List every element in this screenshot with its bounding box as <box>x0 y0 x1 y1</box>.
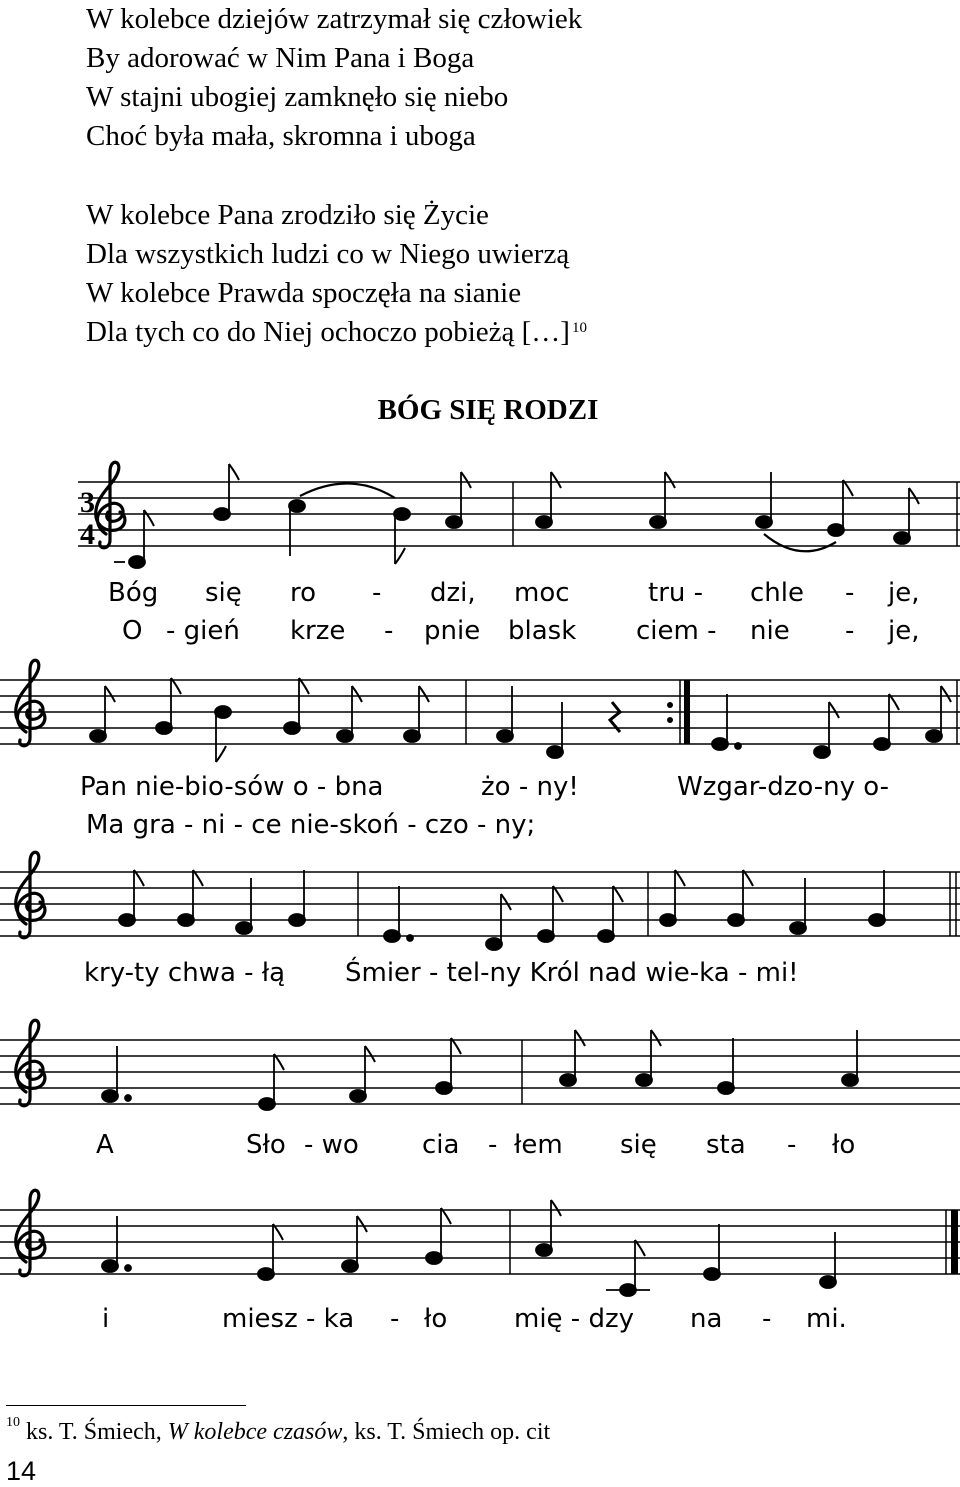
lyric: ro <box>290 578 317 608</box>
treble-clef-icon <box>96 462 125 548</box>
lyric: - <box>845 616 855 646</box>
lyric: się <box>620 1130 657 1160</box>
lyric: je, <box>888 616 920 646</box>
lyric: tru - <box>648 578 704 608</box>
lyric: - <box>384 616 394 646</box>
lyric: żo - ny! <box>481 772 579 802</box>
verse-line: Choć była mała, skromna i uboga <box>86 120 476 152</box>
verse-1 <box>86 0 582 156</box>
page-number: 14 <box>6 1456 37 1486</box>
song-title: BÓG SIĘ RODZI <box>377 394 599 426</box>
lyric: moc <box>514 578 570 608</box>
lyric: sta <box>706 1130 746 1160</box>
lyric: Wzgar-dzo-ny o- <box>677 772 890 802</box>
music-system-4 <box>0 1014 960 1160</box>
verse-line: W kolebce dziejów zatrzymał się człowiek <box>86 3 583 35</box>
lyric: - <box>372 578 382 608</box>
footnote-separator <box>6 1405 246 1406</box>
verse-line: Dla wszystkich ludzi co w Niego uwierzą <box>86 238 570 270</box>
lyric: nie <box>750 616 790 646</box>
music-system-3 <box>0 846 960 988</box>
staff-5 <box>0 1184 960 1304</box>
staff-4 <box>0 1014 960 1124</box>
lyric: - wo <box>304 1130 359 1160</box>
lyric: Śmier - tel-ny Król nad wie-ka - mi! <box>345 958 799 988</box>
time-signature-bottom: 4 <box>80 518 95 551</box>
lyric: Sło <box>246 1130 286 1160</box>
footnote-number: 10 <box>6 1415 20 1430</box>
verse-line: W kolebce Pana zrodziło się Życie <box>86 199 489 231</box>
lyric: - <box>762 1304 772 1334</box>
lyric: miesz - ka <box>222 1304 355 1334</box>
verse-line: W kolebce Prawda spoczęła na sianie <box>86 277 522 309</box>
lyric: kry-ty chwa - łą <box>84 958 286 988</box>
time-signature-top: 3 <box>80 486 95 519</box>
lyric: Bóg <box>108 578 159 608</box>
verse-line: Dla tych co do Niej ochoczo pobieżą […] <box>86 316 570 348</box>
lyric: cia <box>422 1130 460 1160</box>
lyric: pnie <box>424 616 481 646</box>
lyric: blask <box>508 616 577 646</box>
footnote-title: W kolebce czasów <box>167 1419 343 1445</box>
lyric: mi. <box>806 1304 847 1334</box>
footnote-text-before: ks. T. Śmiech, <box>26 1419 168 1445</box>
treble-clef-icon <box>16 852 45 938</box>
lyric: - <box>845 578 855 608</box>
lyric: je, <box>888 578 920 608</box>
footnote-text-after: , ks. T. Śmiech op. cit <box>342 1419 551 1445</box>
staff-1 <box>0 460 960 570</box>
lyric: łem <box>514 1130 563 1160</box>
treble-clef-icon <box>16 660 45 746</box>
treble-clef-icon <box>16 1190 45 1276</box>
treble-clef-icon <box>16 1020 45 1106</box>
lyric: krze <box>290 616 346 646</box>
lyric: mię - dzy <box>514 1304 634 1334</box>
verse-2 <box>86 196 587 352</box>
lyric: na <box>690 1304 723 1334</box>
music-system-5 <box>0 1184 960 1334</box>
lyric: - <box>488 1130 498 1160</box>
lyric: się <box>205 578 242 608</box>
verse-line: By adorować w Nim Pana i Boga <box>86 42 475 74</box>
verse-line: W stajni ubogiej zamknęło się niebo <box>86 81 509 113</box>
lyric: Ma gra - ni - ce nie-skoń - czo - ny; <box>86 810 536 840</box>
lyric: - gień <box>166 616 240 646</box>
lyric: - <box>787 1130 797 1160</box>
staff-2 <box>0 654 960 764</box>
music-system-2 <box>0 654 960 840</box>
staff-3 <box>0 846 960 956</box>
lyric: ło <box>424 1304 448 1334</box>
lyric: Pan nie-bio-sów o - bna <box>80 772 384 802</box>
lyric: A <box>96 1130 114 1160</box>
lyric: ło <box>832 1130 856 1160</box>
lyric: i <box>102 1304 110 1334</box>
footnote <box>6 1415 551 1446</box>
lyric: ciem - <box>636 616 717 646</box>
lyric: O <box>122 616 143 646</box>
lyric: - <box>390 1304 400 1334</box>
lyric: dzi, <box>430 578 476 608</box>
music-system-1 <box>0 460 960 646</box>
lyric: chle <box>750 578 804 608</box>
footnote-reference: 10 <box>571 320 587 336</box>
